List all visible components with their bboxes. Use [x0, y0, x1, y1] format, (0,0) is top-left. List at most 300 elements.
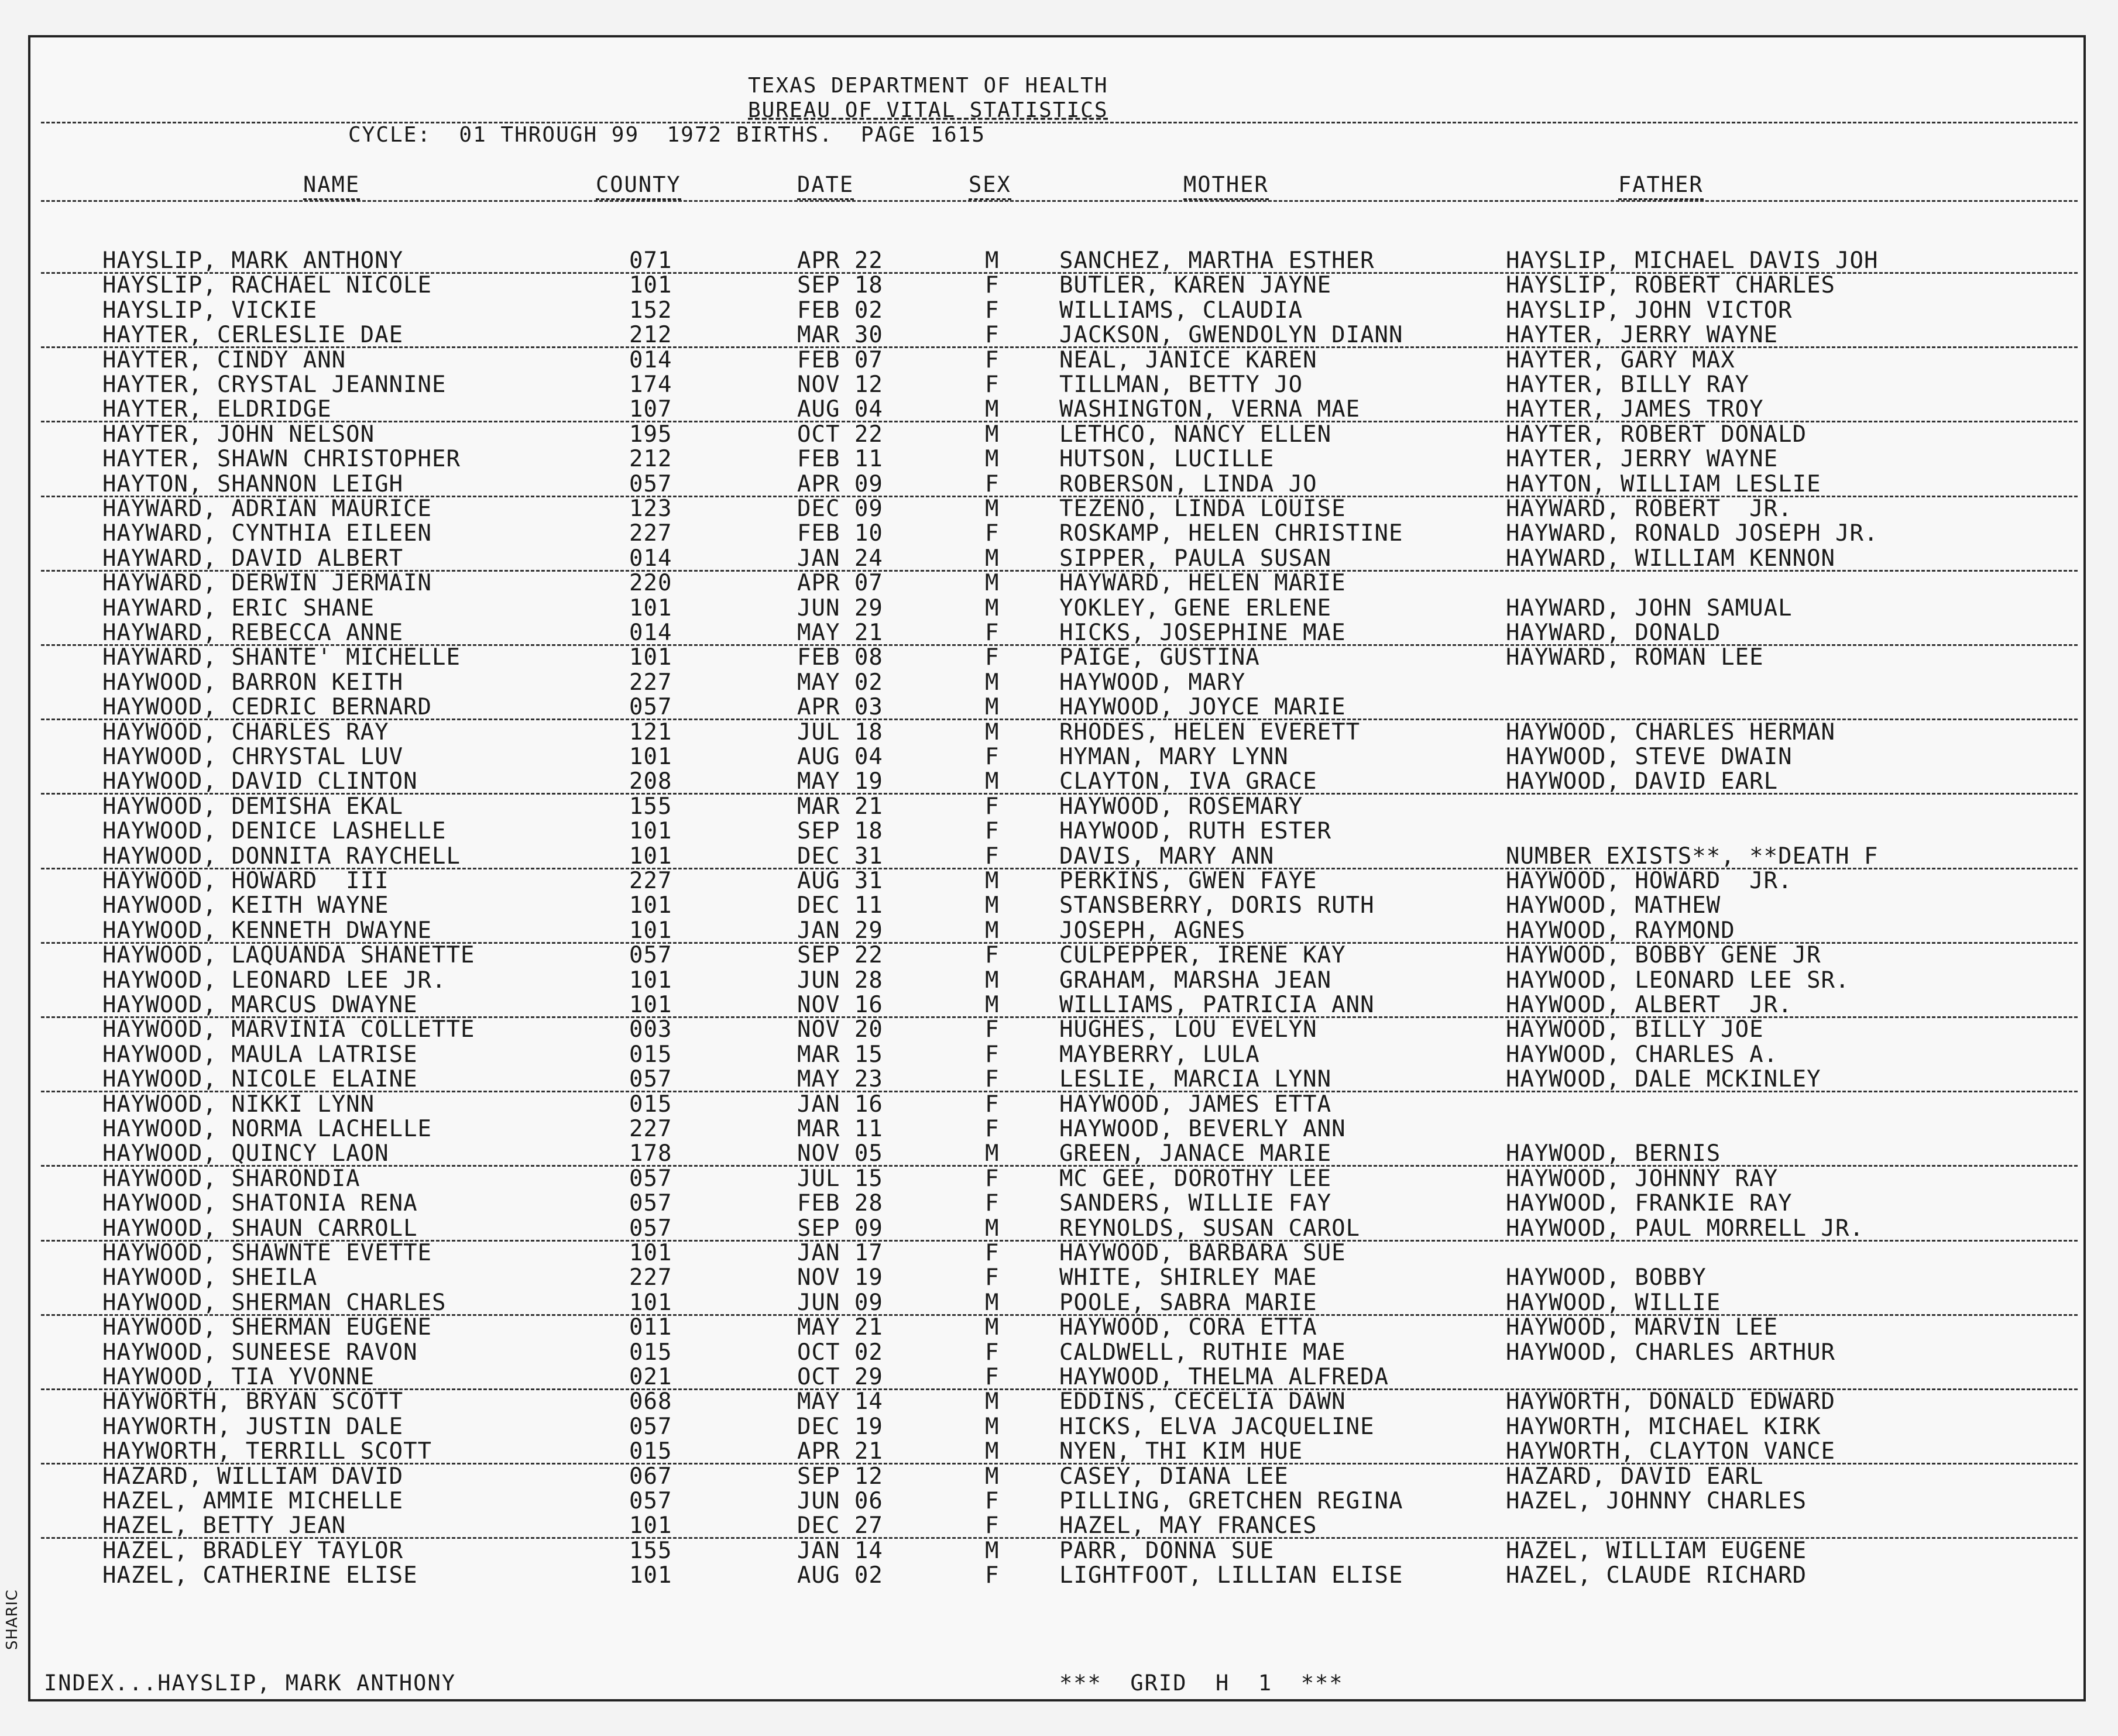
cell-mother: WILLIAMS, CLAUDIA: [1059, 297, 1303, 324]
cell-date: JAN 16: [797, 1091, 883, 1118]
cell-sex: M: [985, 768, 1000, 795]
cell-name: HAYTON, SHANNON LEIGH: [102, 470, 404, 497]
cell-name: HAYWARD, DERWIN JERMAIN: [102, 570, 432, 597]
cell-county: 057: [629, 470, 672, 497]
cell-date: SEP 22: [797, 942, 883, 969]
cell-date: NOV 05: [797, 1140, 883, 1167]
cell-mother: TILLMAN, BETTY JO: [1059, 372, 1303, 398]
cell-mother: HICKS, JOSEPHINE MAE: [1059, 620, 1346, 646]
cell-name: HAYWOOD, DAVID CLINTON: [102, 768, 418, 795]
cell-sex: F: [985, 620, 1000, 646]
cell-mother: HAYWOOD, THELMA ALFREDA: [1059, 1364, 1389, 1390]
cell-county: 101: [629, 967, 672, 994]
cell-county: 057: [629, 1190, 672, 1217]
cell-name: HAYTER, JOHN NELSON: [102, 421, 375, 448]
cell-name: HAYWOOD, DONNITA RAYCHELL: [102, 843, 461, 869]
cell-mother: CALDWELL, RUTHIE MAE: [1059, 1339, 1346, 1366]
cell-mother: HICKS, ELVA JACQUELINE: [1059, 1413, 1375, 1440]
cell-father: HAYWOOD, HOWARD JR.: [1506, 868, 1793, 894]
cell-mother: WHITE, SHIRLEY MAE: [1059, 1264, 1317, 1291]
cell-father: NUMBER EXISTS**, **DEATH F: [1506, 843, 1879, 869]
cell-father: HAZEL, CLAUDE RICHARD: [1506, 1562, 1807, 1589]
cell-mother: MAYBERRY, LULA: [1059, 1041, 1260, 1068]
cell-date: OCT 02: [797, 1339, 883, 1366]
cell-county: 178: [629, 1140, 672, 1167]
cell-mother: NYEN, THI KIM HUE: [1059, 1438, 1303, 1465]
cell-county: 057: [629, 1215, 672, 1242]
cell-name: HAYWOOD, MARCUS DWAYNE: [102, 992, 418, 1018]
footer-grid: *** GRID H 1 ***: [1059, 1670, 1344, 1696]
cell-father: HAYWARD, DONALD: [1506, 620, 1721, 646]
cell-father: HAYWOOD, CHARLES A.: [1506, 1041, 1779, 1068]
cell-county: 155: [629, 793, 672, 820]
cell-date: DEC 27: [797, 1512, 883, 1539]
cell-father: HAYWOOD, ALBERT JR.: [1506, 992, 1793, 1018]
cell-county: 101: [629, 1562, 672, 1589]
cell-sex: F: [985, 372, 1000, 398]
cell-mother: HUGHES, LOU EVELYN: [1059, 1016, 1317, 1043]
cell-mother: HAYWOOD, JAMES ETTA: [1059, 1091, 1332, 1118]
col-header-sex: SEX: [969, 172, 1011, 200]
cell-name: HAYWOOD, CEDRIC BERNARD: [102, 694, 432, 721]
cell-mother: TEZENO, LINDA LOUISE: [1059, 496, 1346, 522]
cell-county: 101: [629, 892, 672, 919]
cell-mother: HAYWOOD, BARBARA SUE: [1059, 1240, 1346, 1266]
cell-mother: GRAHAM, MARSHA JEAN: [1059, 967, 1332, 994]
header-separator-bottom: [41, 200, 2078, 202]
cell-mother: LETHCO, NANCY ELLEN: [1059, 421, 1332, 448]
cell-sex: F: [985, 843, 1000, 869]
cell-name: HAYWOOD, SHEILA: [102, 1264, 318, 1291]
cell-father: HAYWORTH, CLAYTON VANCE: [1506, 1438, 1836, 1465]
cell-name: HAYWOOD, DEMISHA EKAL: [102, 793, 404, 820]
cell-mother: SIPPER, PAULA SUSAN: [1059, 545, 1332, 572]
cell-father: HAYWOOD, PAUL MORRELL JR.: [1506, 1215, 1864, 1242]
cell-date: MAR 11: [797, 1116, 883, 1142]
cell-sex: M: [985, 1438, 1000, 1465]
cell-county: 101: [629, 744, 672, 770]
cell-name: HAZEL, BRADLEY TAYLOR: [102, 1537, 404, 1564]
cell-mother: JOSEPH, AGNES: [1059, 917, 1246, 944]
cell-date: DEC 11: [797, 892, 883, 919]
cell-date: MAY 21: [797, 1314, 883, 1341]
cell-sex: M: [985, 892, 1000, 919]
cell-date: MAY 14: [797, 1388, 883, 1415]
cell-sex: M: [985, 868, 1000, 894]
cell-father: HAYSLIP, JOHN VICTOR: [1506, 297, 1793, 324]
cell-name: HAYTER, SHAWN CHRISTOPHER: [102, 446, 461, 473]
cell-sex: M: [985, 396, 1000, 423]
cell-mother: LIGHTFOOT, LILLIAN ELISE: [1059, 1562, 1403, 1589]
cell-father: HAYWARD, ROMAN LEE: [1506, 644, 1764, 671]
cell-name: HAYWOOD, DENICE LASHELLE: [102, 818, 447, 845]
cell-name: HAYWOOD, SUNEESE RAVON: [102, 1339, 418, 1366]
cell-date: JUN 09: [797, 1289, 883, 1316]
cell-sex: M: [985, 247, 1000, 274]
cell-date: APR 21: [797, 1438, 883, 1465]
cell-father: HAZEL, WILLIAM EUGENE: [1506, 1537, 1807, 1564]
cell-father: HAYTER, GARY MAX: [1506, 346, 1735, 373]
cell-name: HAYWOOD, HOWARD III: [102, 868, 389, 894]
cell-sex: M: [985, 545, 1000, 572]
cell-sex: M: [985, 1413, 1000, 1440]
cell-father: HAYWOOD, BOBBY GENE JR: [1506, 942, 1821, 969]
cell-name: HAYWARD, ADRIAN MAURICE: [102, 496, 432, 522]
cell-name: HAYWOOD, LEONARD LEE JR.: [102, 967, 447, 994]
cell-name: HAYWOOD, KENNETH DWAYNE: [102, 917, 432, 944]
cell-name: HAYWOOD, QUINCY LAON: [102, 1140, 389, 1167]
cell-sex: M: [985, 992, 1000, 1018]
cell-county: 057: [629, 1413, 672, 1440]
cell-sex: M: [985, 446, 1000, 473]
cell-name: HAYWARD, DAVID ALBERT: [102, 545, 404, 572]
cell-father: HAYWOOD, JOHNNY RAY: [1506, 1165, 1779, 1192]
cell-date: FEB 28: [797, 1190, 883, 1217]
cell-date: SEP 12: [797, 1463, 883, 1490]
cell-father: HAYWOOD, LEONARD LEE SR.: [1506, 967, 1850, 994]
cell-sex: M: [985, 1215, 1000, 1242]
cell-sex: M: [985, 570, 1000, 597]
header-separator-top: [41, 122, 2078, 123]
cell-name: HAYWOOD, SHAWNTE EVETTE: [102, 1240, 432, 1266]
cell-sex: M: [985, 594, 1000, 621]
cell-mother: HAYWOOD, MARY: [1059, 669, 1246, 696]
footer-index: INDEX...HAYSLIP, MARK ANTHONY: [44, 1670, 456, 1696]
cell-sex: M: [985, 694, 1000, 721]
cell-sex: F: [985, 297, 1000, 324]
cell-county: 015: [629, 1438, 672, 1465]
cell-mother: JACKSON, GWENDOLYN DIANN: [1059, 322, 1403, 349]
cell-mother: PILLING, GRETCHEN REGINA: [1059, 1488, 1403, 1514]
cell-county: 101: [629, 818, 672, 845]
cell-date: JUL 15: [797, 1165, 883, 1192]
cell-sex: F: [985, 1016, 1000, 1043]
cell-county: 101: [629, 1289, 672, 1316]
cell-mother: CLAYTON, IVA GRACE: [1059, 768, 1317, 795]
cell-county: 101: [629, 992, 672, 1018]
cell-mother: NEAL, JANICE KAREN: [1059, 346, 1317, 373]
cell-date: MAY 21: [797, 620, 883, 646]
cell-county: 011: [629, 1314, 672, 1341]
cell-mother: HAYWOOD, JOYCE MARIE: [1059, 694, 1346, 721]
cell-father: HAYWARD, JOHN SAMUAL: [1506, 594, 1793, 621]
cell-mother: STANSBERRY, DORIS RUTH: [1059, 892, 1375, 919]
cell-name: HAYWORTH, BRYAN SCOTT: [102, 1388, 404, 1415]
cell-name: HAYSLIP, RACHAEL NICOLE: [102, 272, 432, 299]
cell-name: HAYTER, ELDRIDGE: [102, 396, 332, 423]
cell-date: OCT 22: [797, 421, 883, 448]
cell-sex: F: [985, 346, 1000, 373]
cell-mother: ROBERSON, LINDA JO: [1059, 470, 1317, 497]
cell-mother: MC GEE, DOROTHY LEE: [1059, 1165, 1332, 1192]
cell-county: 121: [629, 719, 672, 745]
cell-county: 015: [629, 1339, 672, 1366]
cell-father: HAYWARD, WILLIAM KENNON: [1506, 545, 1836, 572]
cell-mother: RHODES, HELEN EVERETT: [1059, 719, 1361, 745]
cell-name: HAYWOOD, NIKKI LYNN: [102, 1091, 375, 1118]
cell-date: NOV 16: [797, 992, 883, 1018]
cell-sex: F: [985, 1488, 1000, 1514]
cell-name: HAYWOOD, LAQUANDA SHANETTE: [102, 942, 475, 969]
side-label: SHARIC: [4, 1589, 21, 1650]
cell-date: NOV 20: [797, 1016, 883, 1043]
cell-date: FEB 08: [797, 644, 883, 671]
cell-county: 227: [629, 868, 672, 894]
cell-mother: ROSKAMP, HELEN CHRISTINE: [1059, 520, 1403, 547]
cell-mother: REYNOLDS, SUSAN CAROL: [1059, 1215, 1361, 1242]
cell-sex: M: [985, 1537, 1000, 1564]
cell-county: 057: [629, 1488, 672, 1514]
cell-mother: HAYWARD, HELEN MARIE: [1059, 570, 1346, 597]
cell-name: HAYWOOD, SHERMAN EUGENE: [102, 1314, 432, 1341]
cell-county: 101: [629, 594, 672, 621]
cell-mother: EDDINS, CECELIA DAWN: [1059, 1388, 1346, 1415]
cell-sex: F: [985, 1364, 1000, 1390]
cell-mother: HUTSON, LUCILLE: [1059, 446, 1275, 473]
cell-name: HAYWORTH, JUSTIN DALE: [102, 1413, 404, 1440]
cell-father: HAYTER, JAMES TROY: [1506, 396, 1764, 423]
cell-date: APR 09: [797, 470, 883, 497]
cell-mother: DAVIS, MARY ANN: [1059, 843, 1275, 869]
cell-county: 057: [629, 1165, 672, 1192]
cell-father: HAYWOOD, STEVE DWAIN: [1506, 744, 1793, 770]
cell-father: HAYWOOD, MARVIN LEE: [1506, 1314, 1779, 1341]
cell-father: HAZARD, DAVID EARL: [1506, 1463, 1764, 1490]
cell-county: 014: [629, 620, 672, 646]
cell-name: HAYWARD, REBECCA ANNE: [102, 620, 404, 646]
cell-name: HAYWOOD, BARRON KEITH: [102, 669, 404, 696]
cell-county: 227: [629, 1116, 672, 1142]
cell-county: 101: [629, 272, 672, 299]
cell-name: HAYTER, CERLESLIE DAE: [102, 322, 404, 349]
cell-county: 195: [629, 421, 672, 448]
cell-date: FEB 02: [797, 297, 883, 324]
cell-sex: F: [985, 1240, 1000, 1266]
cell-date: DEC 09: [797, 496, 883, 522]
cell-date: DEC 19: [797, 1413, 883, 1440]
col-header-father: FATHER: [1618, 172, 1704, 200]
cell-name: HAYTER, CRYSTAL JEANNINE: [102, 372, 447, 398]
cell-date: SEP 18: [797, 818, 883, 845]
cell-date: JUN 28: [797, 967, 883, 994]
cell-county: 227: [629, 520, 672, 547]
cell-date: APR 07: [797, 570, 883, 597]
cell-sex: F: [985, 1165, 1000, 1192]
cell-sex: M: [985, 1314, 1000, 1341]
cell-name: HAYWARD, SHANTE' MICHELLE: [102, 644, 461, 671]
cell-father: HAZEL, JOHNNY CHARLES: [1506, 1488, 1807, 1514]
cell-mother: PARR, DONNA SUE: [1059, 1537, 1275, 1564]
cell-county: 057: [629, 1066, 672, 1093]
cell-sex: F: [985, 942, 1000, 969]
cell-name: HAZEL, CATHERINE ELISE: [102, 1562, 418, 1589]
cell-county: 227: [629, 1264, 672, 1291]
cell-county: 227: [629, 669, 672, 696]
cell-name: HAYWOOD, CHARLES RAY: [102, 719, 389, 745]
cell-date: JUN 29: [797, 594, 883, 621]
cell-sex: F: [985, 520, 1000, 547]
cell-date: AUG 31: [797, 868, 883, 894]
cell-date: JAN 17: [797, 1240, 883, 1266]
cell-sex: F: [985, 744, 1000, 770]
cell-county: 123: [629, 496, 672, 522]
cell-father: HAYWORTH, DONALD EDWARD: [1506, 1388, 1836, 1415]
cell-sex: F: [985, 1562, 1000, 1589]
cell-county: 152: [629, 297, 672, 324]
cell-father: HAYWOOD, BERNIS: [1506, 1140, 1721, 1167]
cell-mother: PAIGE, GUSTINA: [1059, 644, 1260, 671]
cell-sex: F: [985, 818, 1000, 845]
cell-sex: M: [985, 1388, 1000, 1415]
cell-county: 101: [629, 644, 672, 671]
cell-sex: M: [985, 669, 1000, 696]
cell-father: HAYWOOD, FRANKIE RAY: [1506, 1190, 1793, 1217]
cell-county: 015: [629, 1041, 672, 1068]
cell-date: NOV 19: [797, 1264, 883, 1291]
cell-county: 003: [629, 1016, 672, 1043]
cell-sex: F: [985, 644, 1000, 671]
cell-father: HAYTON, WILLIAM LESLIE: [1506, 470, 1821, 497]
cell-county: 057: [629, 942, 672, 969]
cell-father: HAYWOOD, DAVID EARL: [1506, 768, 1779, 795]
cell-father: HAYWOOD, DALE MCKINLEY: [1506, 1066, 1821, 1093]
cell-date: APR 22: [797, 247, 883, 274]
cell-county: 068: [629, 1388, 672, 1415]
cell-name: HAYWOOD, CHRYSTAL LUV: [102, 744, 404, 770]
cell-name: HAYWOOD, NICOLE ELAINE: [102, 1066, 418, 1093]
cell-mother: HAZEL, MAY FRANCES: [1059, 1512, 1317, 1539]
cell-mother: GREEN, JANACE MARIE: [1059, 1140, 1332, 1167]
col-header-mother: MOTHER: [1183, 172, 1269, 200]
cell-date: SEP 18: [797, 272, 883, 299]
cell-mother: YOKLEY, GENE ERLENE: [1059, 594, 1332, 621]
cell-name: HAZEL, BETTY JEAN: [102, 1512, 346, 1539]
cell-date: FEB 10: [797, 520, 883, 547]
cell-sex: M: [985, 421, 1000, 448]
cell-mother: WILLIAMS, PATRICIA ANN: [1059, 992, 1375, 1018]
cell-father: HAYWOOD, WILLIE: [1506, 1289, 1721, 1316]
header-line-1: TEXAS DEPARTMENT OF HEALTH: [748, 74, 1108, 98]
cell-name: HAZARD, WILLIAM DAVID: [102, 1463, 404, 1490]
cell-sex: F: [985, 1190, 1000, 1217]
cell-sex: M: [985, 917, 1000, 944]
cell-name: HAYWOOD, NORMA LACHELLE: [102, 1116, 432, 1142]
cell-date: AUG 02: [797, 1562, 883, 1589]
cell-date: JAN 29: [797, 917, 883, 944]
cell-sex: F: [985, 793, 1000, 820]
cell-sex: F: [985, 470, 1000, 497]
cell-mother: POOLE, SABRA MARIE: [1059, 1289, 1317, 1316]
cell-date: MAR 30: [797, 322, 883, 349]
cell-name: HAYWARD, CYNTHIA EILEEN: [102, 520, 432, 547]
cell-date: MAY 19: [797, 768, 883, 795]
cell-father: HAYTER, JERRY WAYNE: [1506, 322, 1779, 349]
cell-date: JUN 06: [797, 1488, 883, 1514]
cell-county: 212: [629, 322, 672, 349]
cell-father: HAYWARD, ROBERT JR.: [1506, 496, 1793, 522]
cell-county: 057: [629, 694, 672, 721]
cell-sex: F: [985, 1116, 1000, 1142]
cell-sex: F: [985, 322, 1000, 349]
cell-mother: CASEY, DIANA LEE: [1059, 1463, 1289, 1490]
cell-name: HAYWOOD, SHAUN CARROLL: [102, 1215, 418, 1242]
cell-mother: HYMAN, MARY LYNN: [1059, 744, 1289, 770]
cell-date: MAR 21: [797, 793, 883, 820]
cell-date: JAN 14: [797, 1537, 883, 1564]
cell-father: HAYWOOD, RAYMOND: [1506, 917, 1735, 944]
cell-sex: M: [985, 1463, 1000, 1490]
cell-father: HAYWORTH, MICHAEL KIRK: [1506, 1413, 1821, 1440]
cell-name: HAYWOOD, MAULA LATRISE: [102, 1041, 418, 1068]
cell-sex: F: [985, 1264, 1000, 1291]
cell-date: FEB 07: [797, 346, 883, 373]
cell-county: 021: [629, 1364, 672, 1390]
cell-father: HAYWOOD, BILLY JOE: [1506, 1016, 1764, 1043]
cell-date: JAN 24: [797, 545, 883, 572]
cell-county: 155: [629, 1537, 672, 1564]
cell-mother: LESLIE, MARCIA LYNN: [1059, 1066, 1332, 1093]
cell-name: HAYWORTH, TERRILL SCOTT: [102, 1438, 432, 1465]
cell-county: 067: [629, 1463, 672, 1490]
cell-mother: HAYWOOD, RUTH ESTER: [1059, 818, 1332, 845]
cell-county: 101: [629, 843, 672, 869]
cell-date: AUG 04: [797, 744, 883, 770]
cell-sex: M: [985, 967, 1000, 994]
cell-father: HAYWOOD, BOBBY: [1506, 1264, 1707, 1291]
cell-mother: HAYWOOD, ROSEMARY: [1059, 793, 1303, 820]
cell-county: 101: [629, 1512, 672, 1539]
cell-name: HAYWOOD, SHATONIA RENA: [102, 1190, 418, 1217]
cell-sex: F: [985, 1339, 1000, 1366]
cell-mother: SANDERS, WILLIE FAY: [1059, 1190, 1332, 1217]
cell-father: HAYWOOD, CHARLES ARTHUR: [1506, 1339, 1836, 1366]
cell-county: 015: [629, 1091, 672, 1118]
header-line-2: BUREAU OF VITAL STATISTICS: [748, 98, 1108, 122]
cell-father: HAYTER, JERRY WAYNE: [1506, 446, 1779, 473]
cell-county: 071: [629, 247, 672, 274]
cell-county: 220: [629, 570, 672, 597]
cell-sex: M: [985, 1289, 1000, 1316]
cell-father: HAYWOOD, MATHEW: [1506, 892, 1721, 919]
cell-date: MAY 02: [797, 669, 883, 696]
cell-date: AUG 04: [797, 396, 883, 423]
col-header-date: DATE: [797, 172, 854, 200]
cell-mother: PERKINS, GWEN FAYE: [1059, 868, 1317, 894]
cell-sex: M: [985, 719, 1000, 745]
col-header-county: COUNTY: [596, 172, 681, 200]
cell-father: HAYTER, BILLY RAY: [1506, 372, 1750, 398]
cell-sex: F: [985, 1041, 1000, 1068]
cell-date: OCT 29: [797, 1364, 883, 1390]
cell-date: MAR 15: [797, 1041, 883, 1068]
cell-date: MAY 23: [797, 1066, 883, 1093]
cell-county: 014: [629, 346, 672, 373]
cell-sex: F: [985, 1512, 1000, 1539]
cell-name: HAYTER, CINDY ANN: [102, 346, 346, 373]
cell-county: 174: [629, 372, 672, 398]
col-header-name: NAME: [303, 172, 360, 200]
cell-mother: WASHINGTON, VERNA MAE: [1059, 396, 1361, 423]
cell-county: 101: [629, 1240, 672, 1266]
cell-sex: M: [985, 496, 1000, 522]
cell-date: JUL 18: [797, 719, 883, 745]
cell-name: HAYWOOD, SHARONDIA: [102, 1165, 361, 1192]
cell-date: FEB 11: [797, 446, 883, 473]
cell-sex: F: [985, 1091, 1000, 1118]
cell-name: HAYWARD, ERIC SHANE: [102, 594, 375, 621]
cell-mother: HAYWOOD, CORA ETTA: [1059, 1314, 1317, 1341]
cell-father: HAYTER, ROBERT DONALD: [1506, 421, 1807, 448]
